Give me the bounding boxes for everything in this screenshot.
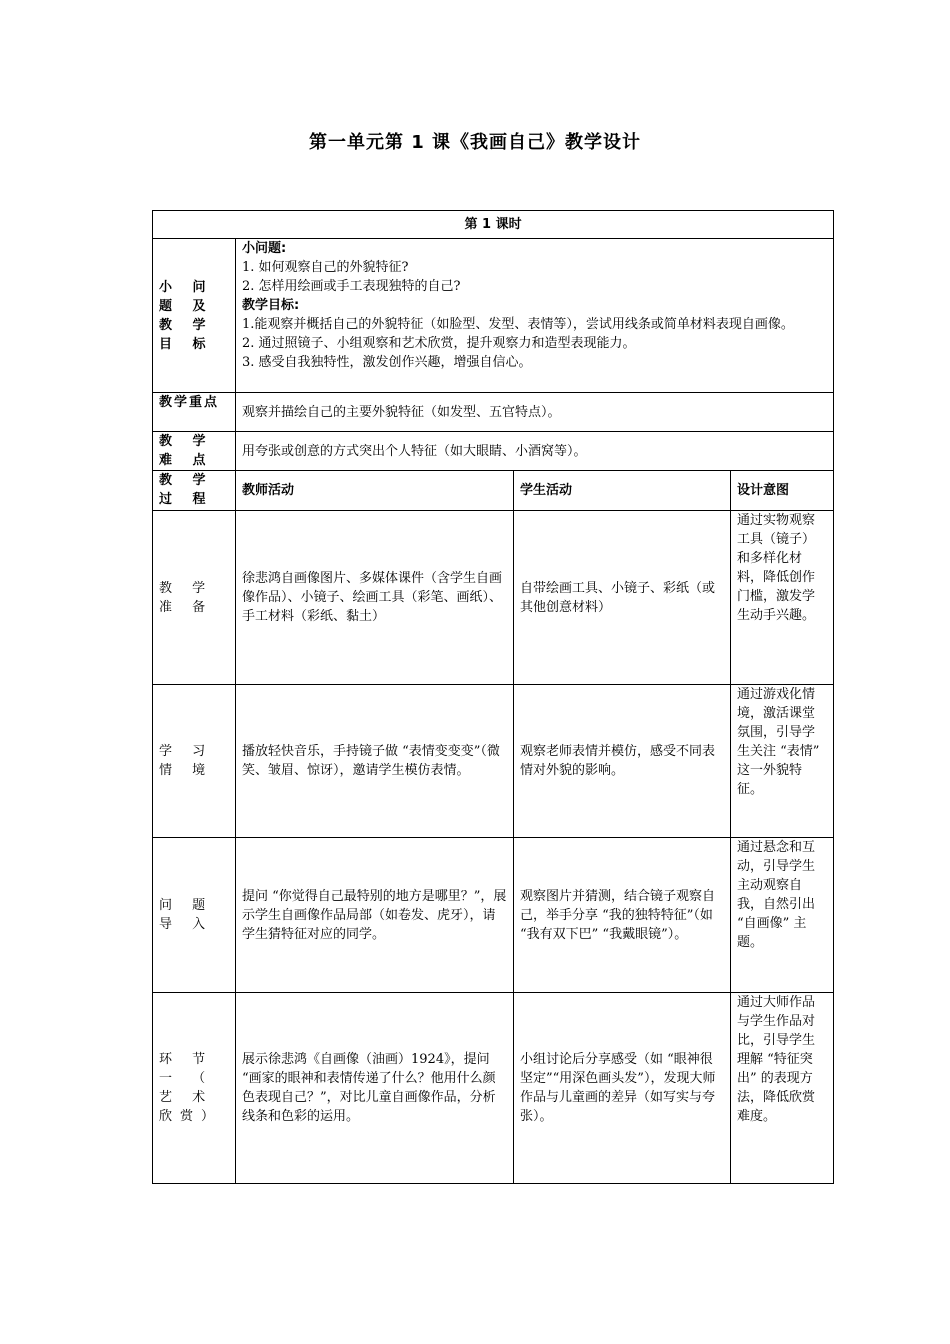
key-point-row	[153, 393, 834, 432]
stage-label: 教 学 准 备	[153, 511, 236, 685]
design-intent: 通过大师作品与学生作品对比，引导学生理解 “特征突出” 的表现方法，降低欣赏难度。	[731, 993, 834, 1184]
difficulty-label: 教 学 难 点	[153, 432, 236, 471]
stage-label: 学 习 情 境	[153, 685, 236, 838]
question-item: 1. 如何观察自己的外貌特征?	[242, 260, 409, 275]
teacher-activity: 展示徐悲鸿《自画像（油画）1924》，提问 “画家的眼神和表情传递了什么？他用什么颜色表现自己？”，对比儿童自画像作品，分析线条和色彩的运用。	[236, 993, 514, 1184]
process-label: 教 学 过 程	[153, 471, 236, 511]
design-intent: 通过悬念和互动，引导学生主动观察自我，自然引出 “自画像” 主题。	[731, 838, 834, 993]
lesson-plan-table	[152, 210, 834, 1184]
objectives-content	[236, 239, 834, 393]
student-activity: 观察图片并猜测，结合镜子观察自己，举手分享 “我的独特特征”（如 “我有双下巴” “我戴眼镜”）。	[514, 838, 731, 993]
col-intent-header: 设计意图	[731, 471, 834, 511]
table-row	[153, 511, 834, 685]
session-header-row	[153, 211, 834, 239]
stage-label: 环 节 一 （ 艺 术 欣赏）	[153, 993, 236, 1184]
difficulty-row	[153, 432, 834, 471]
table-row	[153, 685, 834, 838]
teacher-activity: 播放轻快音乐，手持镜子做 “表情变变变”（微笑、皱眉、惊讶），邀请学生模仿表情。	[236, 685, 514, 838]
goal-item: 1.能观察并概括自己的外貌特征（如脸型、发型、表情等），尝试用线条或简单材料表现自画像。	[242, 317, 794, 332]
col-teacher-header: 教师活动	[236, 471, 514, 511]
design-intent: 通过游戏化情境，激活课堂氛围，引导学生关注 “表情” 这一外貌特征。	[731, 685, 834, 838]
teacher-activity: 提问 “你觉得自己最特别的地方是哪里？”，展示学生自画像作品局部（如卷发、虎牙），请学生猜特征对应的同学。	[236, 838, 514, 993]
questions-heading: 小问题:	[242, 241, 287, 256]
col-student-header: 学生活动	[514, 471, 731, 511]
objectives-row	[153, 239, 834, 393]
table-row	[153, 993, 834, 1184]
table-row	[153, 838, 834, 993]
document-title: 第一单元第 1 课《我画自己》教学设计	[308, 132, 642, 153]
goal-item: 2. 通过照镜子、小组观察和艺术欣赏，提升观察力和造型表现能力。	[242, 336, 636, 351]
key-point-text: 观察并描绘自己的主要外貌特征（如发型、五官特点）。	[236, 393, 834, 432]
difficulty-text: 用夸张或创意的方式突出个人特征（如大眼睛、小酒窝等）。	[236, 432, 834, 471]
session-header: 第 1 课时	[153, 211, 834, 239]
key-point-label: 教学重点	[153, 393, 236, 432]
goal-item: 3. 感受自我独特性，激发创作兴趣，增强自信心。	[242, 355, 532, 370]
teacher-activity: 徐悲鸿自画像图片、多媒体课件（含学生自画像作品）、小镜子、绘画工具（彩笔、画纸）、手工材料（彩纸、黏土）	[236, 511, 514, 685]
objectives-label: 小 问 题 及 教 学 目 标	[153, 239, 236, 393]
student-activity: 观察老师表情并模仿，感受不同表情对外貌的影响。	[514, 685, 731, 838]
student-activity: 小组讨论后分享感受（如 “眼神很坚定”“用深色画头发”），发现大师作品与儿童画的差异（如写实与夸张）。	[514, 993, 731, 1184]
student-activity: 自带绘画工具、小镜子、彩纸（或其他创意材料）	[514, 511, 731, 685]
goals-heading: 教学目标:	[242, 298, 300, 313]
stage-label: 问 题 导 入	[153, 838, 236, 993]
process-header-row	[153, 471, 834, 511]
question-item: 2. 怎样用绘画或手工表现独特的自己?	[242, 279, 461, 294]
design-intent: 通过实物观察工具（镜子）和多样化材料，降低创作门槛，激发学生动手兴趣。	[731, 511, 834, 685]
